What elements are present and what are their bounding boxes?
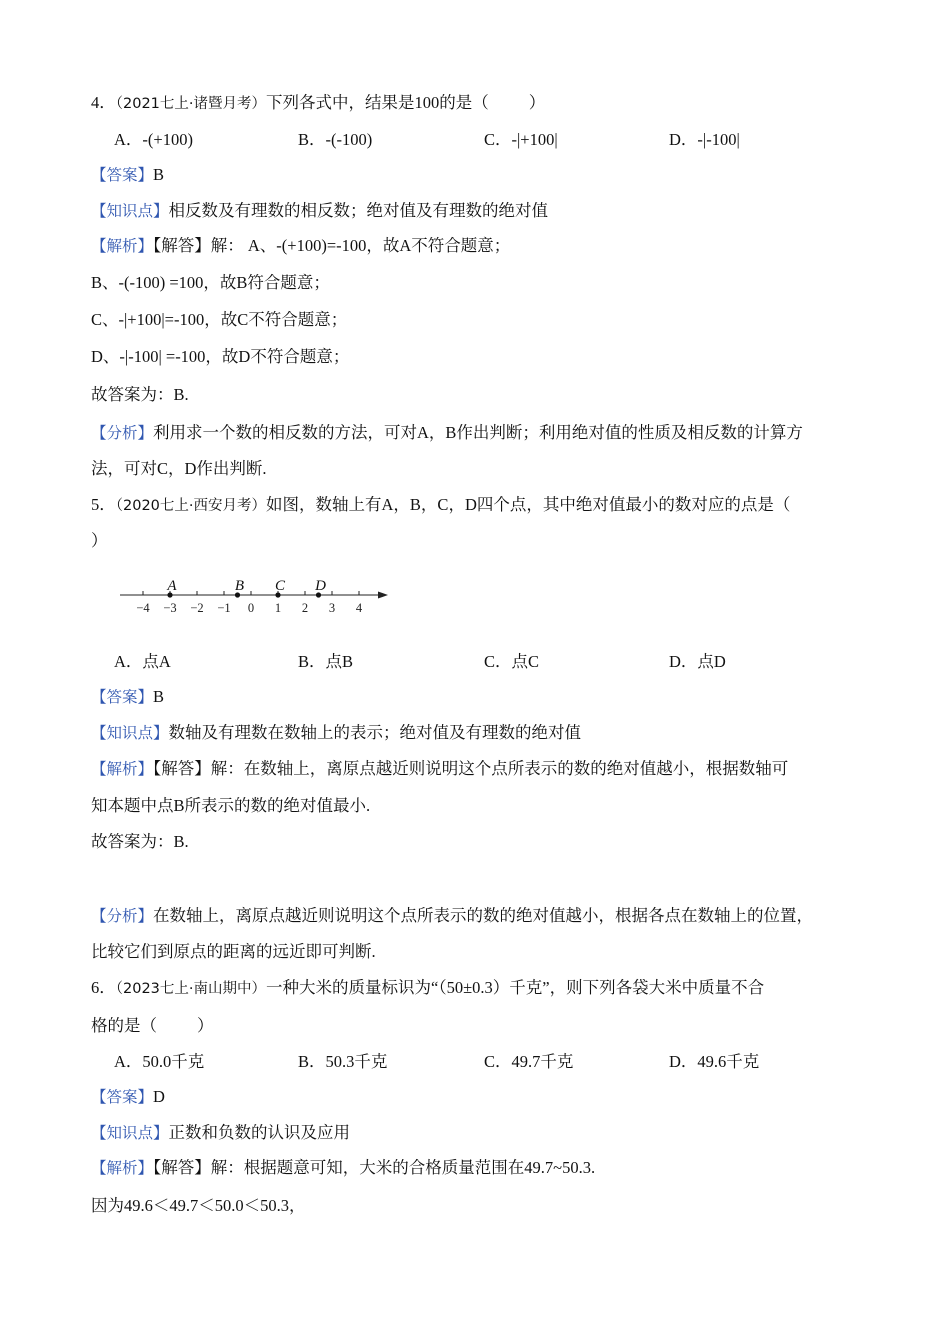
number-line-tick-label: 1 [274,601,282,615]
q6-stem [91,977,764,1000]
q5-fenxi-cont: 比较它们到原点的距离的远近即可判断. [91,942,376,961]
q5-answer: 【答案】B [91,687,165,706]
number-line-arrow [378,592,388,599]
q5-knowledge: 【知识点】数轴及有理数在数轴上的表示；绝对值及有理数的绝对值 [91,723,582,742]
number-line-figure [112,572,402,624]
q5-stem-cont: ） [91,531,108,550]
q4-option-b: B．-(-100) [298,130,373,149]
q5-stem-text: 如图，数轴上有A，B，C，D四个点，其中绝对值最小的数对应的点是（ [266,495,791,514]
number-line-point-label: C [274,578,286,594]
q4-source: （2021七上·诸暨月考） [115,96,267,112]
number-line-point-label: B [234,578,245,594]
q4-fenxi-cont: 法，可对C，D作出判断. [91,459,267,478]
q4-conclusion: 故答案为：B. [91,385,189,404]
q5-option-b: B．点B [298,652,354,671]
q5-conclusion: 故答案为：B. [91,832,189,851]
q4-analysis-line: C、-|+100|=-100，故C不符合题意； [91,310,348,329]
q4-analysis-line: D、-|-100| =-100，故D不符合题意； [91,347,350,366]
q6-knowledge: 【知识点】正数和负数的认识及应用 [91,1123,351,1142]
q5-analysis: 【解析】【解答】解：在数轴上，离原点越近则说明这个点所表示的数的绝对值越小，根据数轴可 [91,759,789,778]
number-line-tick-label: −4 [136,601,150,615]
q4-stem: 4．（2021七上·诸暨月考）下列各式中，结果是100的是（ ） [91,93,546,112]
q4-option-a: A．-(+100) [114,130,193,149]
q4-analysis-line: B、-(-100) =100，故B符合题意； [91,273,330,292]
number-line-tick-label: 3 [328,601,336,615]
q6-answer: 【答案】D [91,1087,165,1106]
number-line-tick-label: −2 [190,601,204,615]
q6-number: 6． [91,978,116,997]
number-line-tick-label: 0 [247,601,255,615]
number-line-tick-label: 4 [355,601,363,615]
q5-analysis-cont: 知本题中点B所表示的数的绝对值最小. [91,796,371,815]
q5-option-c: C．点C [484,652,540,671]
q4-option-d: D．-|-100| [669,130,740,149]
q6-analysis: 【解析】【解答】解：根据题意可知，大米的合格质量范围在49.7~50.3. [91,1158,596,1177]
number-line-tick-label: −1 [217,601,231,615]
q6-option-d: D．49.6千克 [669,1052,760,1071]
q6-source: （2023七上·南山期中） [115,981,267,997]
q4-answer: 【答案】B [91,165,165,184]
number-line-tick-label: −3 [163,601,177,615]
q6-stem-text: 一种大米的质量标识为“（50±0.3）千克”，则下列各袋大米中质量不合 [266,978,765,997]
q5-fenxi: 【分析】在数轴上，离原点越近则说明这个点所表示的数的绝对值越小，根据各点在数轴上的位置， [91,906,814,925]
q6-option-a: A．50.0千克 [114,1052,205,1071]
q5-stem [91,494,790,517]
q4-option-c: C．-|+100| [484,130,558,149]
q6-stem-cont: 格的是（ ） [91,1016,214,1035]
q4-knowledge: 【知识点】相反数及有理数的相反数；绝对值及有理数的绝对值 [91,201,549,220]
q4-analysis: 【解析】【解答】解： A、-(+100)=-100，故A不符合题意； [91,236,511,255]
q6-analysis-cont: 因为49.6＜49.7＜50.0＜50.3， [91,1196,306,1215]
number-line-point-label: D [315,578,326,594]
number-line-tick-label: 2 [301,601,309,615]
q6-option-c: C．49.7千克 [484,1052,574,1071]
q4-stem-text: 下列各式中，结果是100的是（ [266,93,489,112]
q5-option-a: A．点A [114,652,171,671]
number-line-point-label: A [167,578,177,594]
q4-number: 4． [91,93,116,112]
q4-fenxi: 【分析】利用求一个数的相反数的方法，可对A，B作出判断；利用绝对值的性质及相反数的计算方 [91,423,803,442]
q5-source: （2020七上·西安月考） [115,498,267,514]
q5-option-d: D．点D [669,652,726,671]
q5-number: 5． [91,495,116,514]
q6-option-b: B．50.3千克 [298,1052,388,1071]
